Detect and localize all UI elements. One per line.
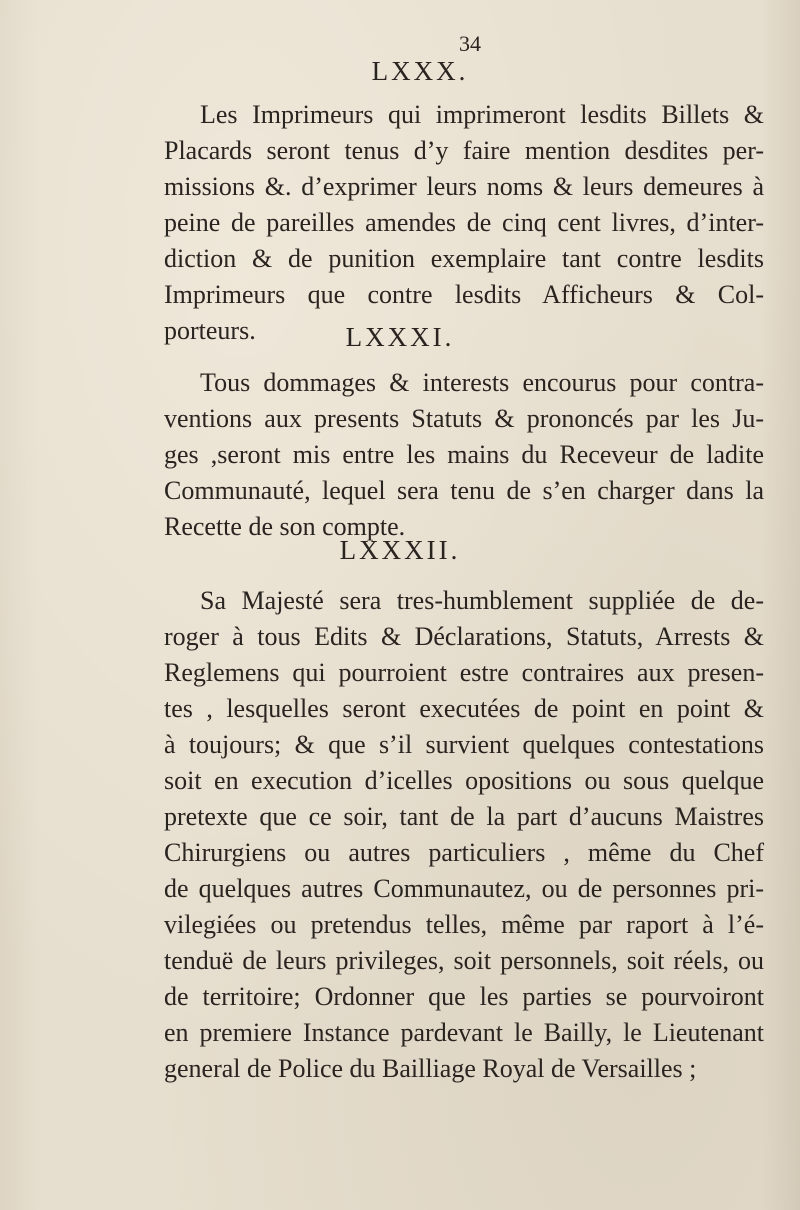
text-line: Les Imprimeurs qui imprimeront lesdits Billets & [200,100,764,129]
text-line: vilegiées ou pretendus telles, même par raport à l’é- [164,910,764,939]
article-text-lxxxii [164,583,764,1087]
text-line: Chirurgiens ou autres particuliers , même du Chef [164,838,764,867]
text-line: à toujours; & que s’il survient quelques contestations [164,730,764,759]
text-line: Tous dommages & interests encourus pour contra- [200,368,764,397]
text-line: Reglemens qui pourroient estre contraires aux presen- [164,658,764,687]
article-text-lxxxi [164,365,764,545]
article-heading-lxxx: LXXX. [371,56,469,86]
text-line: ventions aux presents Statuts & prononcés par les Ju- [164,404,764,433]
article-text-lxxx [164,97,764,349]
text-line: de quelques autres Communautez, ou de personnes pri- [164,874,764,903]
text-line: Imprimeurs que contre lesdits Afficheurs & Col- [164,280,764,309]
article-heading-lxxxii: LXXXII. [339,535,461,565]
text-line: diction & de punition exemplaire tant contre lesdits [164,244,764,273]
text-line: tes , lesquelles seront executées de point en point & [164,694,764,723]
text-line: Sa Majesté sera tres-humblement suppliée de de- [200,586,764,615]
article-heading-lxxxi: LXXXI. [345,322,455,352]
text-line: peine de pareilles amendes de cinq cent livres, d’inter- [164,208,764,237]
text-line: porteurs. [164,316,256,345]
page-number: 34 [459,31,481,56]
text-line: pretexte que ce soir, tant de la part d’aucuns Maistres [164,802,764,831]
text-line: tenduë de leurs privileges, soit personnels, soit réels, ou [164,946,764,975]
text-line: soit en execution d’icelles opositions ou sous quelque [164,766,764,795]
text-line: Placards seront tenus d’y faire mention desdites per- [164,136,764,165]
text-line: de territoire; Ordonner que les parties se pourvoiront [164,982,764,1011]
text-line: Communauté, lequel sera tenu de s’en charger dans la [164,476,764,505]
text-line: roger à tous Edits & Déclarations, Statuts, Arrests & [164,622,764,651]
text-line: ges ,seront mis entre les mains du Receveur de ladite [164,440,764,469]
text-line: general de Police du Bailliage Royal de Versailles ; [164,1054,697,1083]
text-line: en premiere Instance pardevant le Bailly, le Lieutenant [164,1018,764,1047]
text-line: Recette de son compte. [164,512,406,541]
text-line: missions &. d’exprimer leurs noms & leurs demeures à [164,172,764,201]
